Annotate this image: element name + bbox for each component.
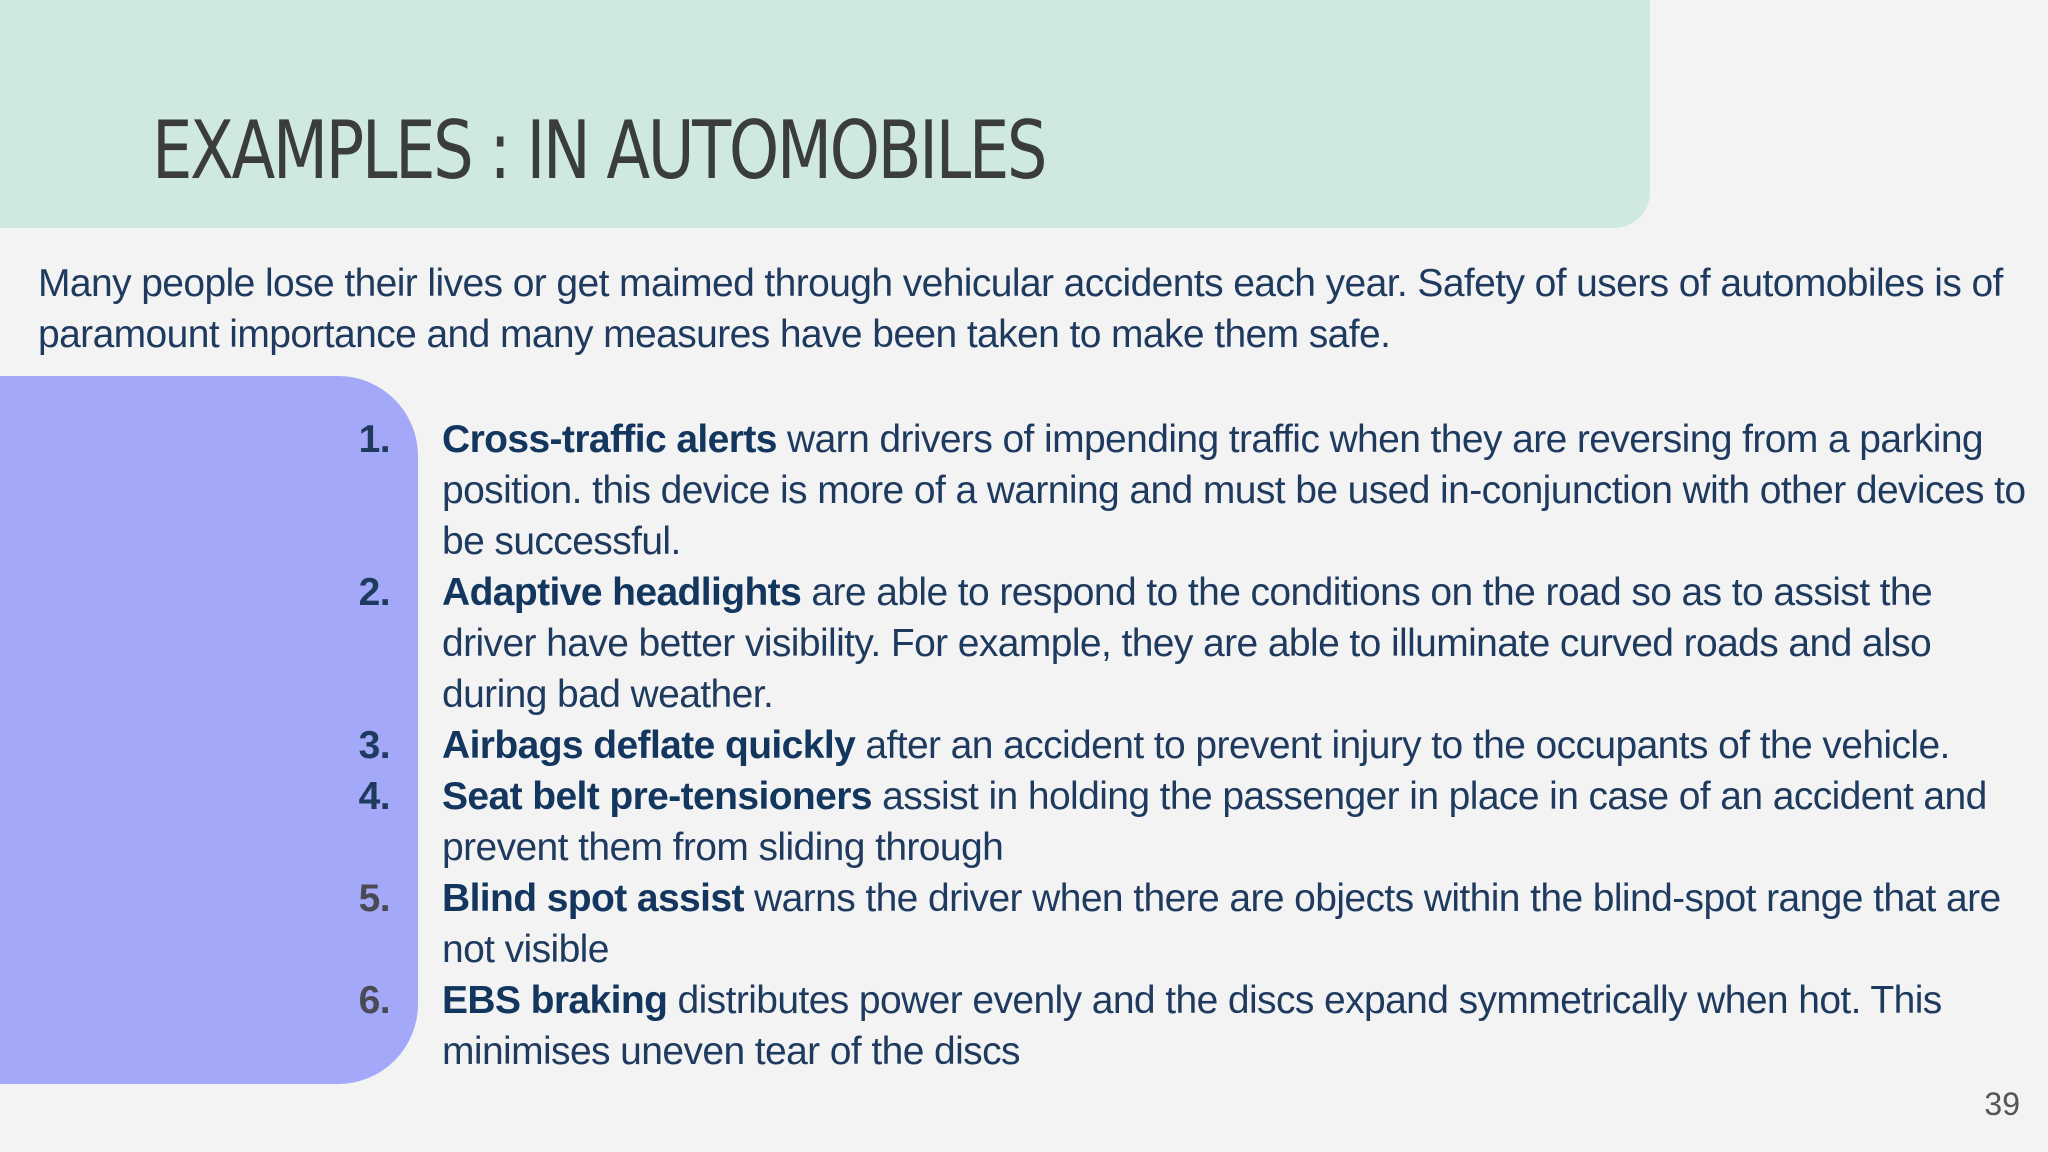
list-item	[342, 414, 2032, 567]
safety-features-list	[342, 414, 2032, 1077]
feature-description: after an accident to prevent injury to the occupants of the vehicle.	[855, 724, 1950, 767]
list-item	[342, 720, 2032, 771]
list-number: 3.	[358, 724, 390, 767]
feature-term: Blind spot assist	[442, 877, 744, 920]
list-item	[342, 567, 2032, 720]
feature-description: warns the driver when there are objects within the blind-spot range that are not visible	[442, 877, 2001, 971]
feature-term: EBS braking	[442, 979, 668, 1022]
feature-description: are able to respond to the conditions on the road so as to assist the driver have better visibility. For example, they are able to illuminate curved roads and also during bad weather.	[442, 571, 1933, 716]
feature-term: Cross-traffic alerts	[442, 418, 777, 461]
feature-term: Adaptive headlights	[442, 571, 802, 614]
list-number: 6.	[358, 979, 390, 1022]
feature-description: warn drivers of impending traffic when they are reversing from a parking position. this device is more of a warning and must be used in-conjunction with other devices to be successful.	[442, 418, 2026, 563]
list-number: 2.	[358, 571, 390, 614]
list-number: 5.	[358, 877, 390, 920]
list-item	[342, 975, 2032, 1077]
list-item	[342, 771, 2032, 873]
page-number: 39	[1984, 1086, 2020, 1122]
feature-description: distributes power evenly and the discs expand symmetrically when hot. This minimises uneven tear of the discs	[442, 979, 1942, 1073]
feature-term: Airbags deflate quickly	[442, 724, 856, 767]
slide-title: EXAMPLES : IN AUTOMOBILES	[152, 104, 1046, 197]
feature-description: assist in holding the passenger in place in case of an accident and prevent them from sliding through	[442, 775, 1987, 869]
list-item	[342, 873, 2032, 975]
feature-term: Seat belt pre-tensioners	[442, 775, 872, 818]
intro-paragraph: Many people lose their lives or get maimed through vehicular accidents each year. Safety of users of automobiles is of paramount importance and many measures have been taken to make them safe.	[38, 262, 2003, 356]
list-number: 1.	[358, 418, 390, 461]
list-number: 4.	[358, 775, 390, 818]
